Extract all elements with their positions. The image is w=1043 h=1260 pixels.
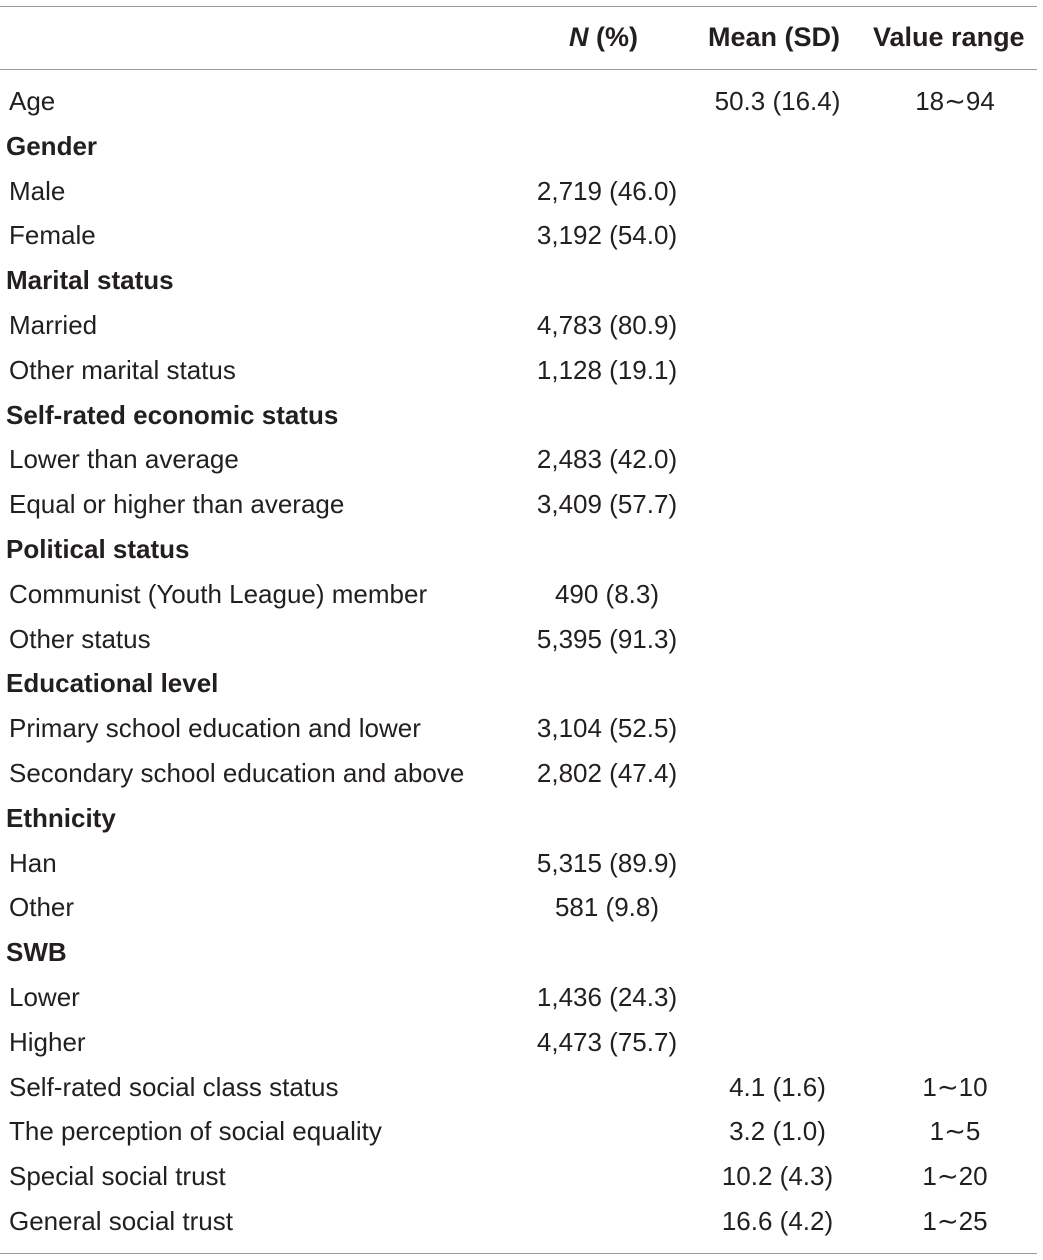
row-label: Other status xyxy=(9,623,151,654)
cell-n-percent: 490 (8.3) xyxy=(554,578,660,609)
row-label: The perception of social equality xyxy=(9,1116,382,1147)
header-n-percent xyxy=(569,19,638,55)
cell-n-percent: 2,483 (42.0) xyxy=(536,444,678,475)
table-row xyxy=(0,213,1043,258)
row-label: Other marital status xyxy=(9,354,236,385)
header-mean-sd: Mean (SD) xyxy=(708,22,841,52)
row-label: Self-rated social class status xyxy=(9,1071,339,1102)
table-group-heading xyxy=(0,393,1043,438)
table-row xyxy=(0,706,1043,751)
row-label: Higher xyxy=(9,1026,86,1057)
table-row xyxy=(0,1199,1043,1244)
table-row xyxy=(0,572,1043,617)
cell-n-percent: 1,436 (24.3) xyxy=(536,981,678,1012)
table-header-rule xyxy=(0,69,1037,70)
row-label: Primary school education and lower xyxy=(9,713,421,744)
table-group-heading xyxy=(0,258,1043,303)
row-label: Male xyxy=(9,175,66,206)
row-label: Age xyxy=(9,86,56,116)
table-row xyxy=(0,885,1043,930)
table-row xyxy=(0,975,1043,1020)
table-row xyxy=(0,841,1043,886)
header-n-italic: N xyxy=(569,22,589,52)
table-row xyxy=(0,348,1043,393)
row-label: Gender xyxy=(6,130,98,161)
cell-mean-sd: 4.1 (1.6) xyxy=(729,1071,826,1102)
cell-n-percent: 4,473 (75.7) xyxy=(536,1026,678,1057)
row-label: Other xyxy=(9,892,75,923)
row-label: Han xyxy=(9,847,57,878)
header-value-range: Value range xyxy=(873,22,1025,52)
table-row xyxy=(0,303,1043,348)
table-group-heading xyxy=(0,930,1043,975)
row-label: SWB xyxy=(6,937,67,968)
table-row xyxy=(0,751,1043,796)
cell-mean-sd: 50.3 (16.4) xyxy=(714,86,841,116)
table-row xyxy=(0,1109,1043,1154)
row-label: Secondary school education and above xyxy=(9,757,465,788)
cell-value-range: 18∼94 xyxy=(915,86,995,116)
cell-n-percent: 2,719 (46.0) xyxy=(536,175,678,206)
row-label: Self-rated economic status xyxy=(6,399,339,430)
row-label: Special social trust xyxy=(9,1161,226,1192)
cell-mean-sd: 3.2 (1.0) xyxy=(729,1116,826,1147)
row-label: Communist (Youth League) member xyxy=(9,578,428,609)
cell-mean-sd: 16.6 (4.2) xyxy=(721,1205,834,1236)
cell-mean-sd: 10.2 (4.3) xyxy=(721,1161,834,1192)
row-label: Lower xyxy=(9,981,80,1012)
row-label: Equal or higher than average xyxy=(9,489,345,520)
row-label: Political status xyxy=(6,533,190,564)
cell-n-percent: 1,128 (19.1) xyxy=(536,354,678,385)
header-n-rest: (%) xyxy=(588,22,638,52)
table-body xyxy=(0,79,1043,1244)
cell-n-percent: 5,395 (91.3) xyxy=(536,623,678,654)
cell-n-percent: 3,104 (52.5) xyxy=(536,713,678,744)
row-label: Lower than average xyxy=(9,444,239,475)
table-group-heading xyxy=(0,661,1043,706)
table-row xyxy=(0,169,1043,214)
table-bottom-rule xyxy=(0,1253,1037,1254)
row-label: Educational level xyxy=(6,668,219,699)
table-group-heading xyxy=(0,796,1043,841)
row-label: Marital status xyxy=(6,265,174,296)
table-row xyxy=(0,482,1043,527)
row-label: Female xyxy=(9,220,96,251)
table-top-rule xyxy=(0,6,1037,7)
cell-value-range: 1∼10 xyxy=(922,1071,988,1102)
table-row xyxy=(0,1020,1043,1065)
table-row xyxy=(0,617,1043,662)
table-row xyxy=(0,79,1043,124)
cell-value-range: 1∼20 xyxy=(922,1161,988,1192)
table-row xyxy=(0,1154,1043,1199)
table-row xyxy=(0,437,1043,482)
row-label: General social trust xyxy=(9,1205,233,1236)
row-label: Married xyxy=(9,309,98,340)
cell-n-percent: 2,802 (47.4) xyxy=(536,757,678,788)
cell-n-percent: 5,315 (89.9) xyxy=(536,847,678,878)
cell-n-percent: 3,409 (57.7) xyxy=(536,489,678,520)
cell-value-range: 1∼5 xyxy=(929,1116,981,1147)
cell-n-percent: 581 (9.8) xyxy=(554,892,660,923)
row-label: Ethnicity xyxy=(6,802,116,833)
cell-n-percent: 4,783 (80.9) xyxy=(536,309,678,340)
table-group-heading xyxy=(0,124,1043,169)
table-group-heading xyxy=(0,527,1043,572)
table-row xyxy=(0,1065,1043,1110)
cell-value-range: 1∼25 xyxy=(922,1205,988,1236)
cell-n-percent: 3,192 (54.0) xyxy=(536,220,678,251)
